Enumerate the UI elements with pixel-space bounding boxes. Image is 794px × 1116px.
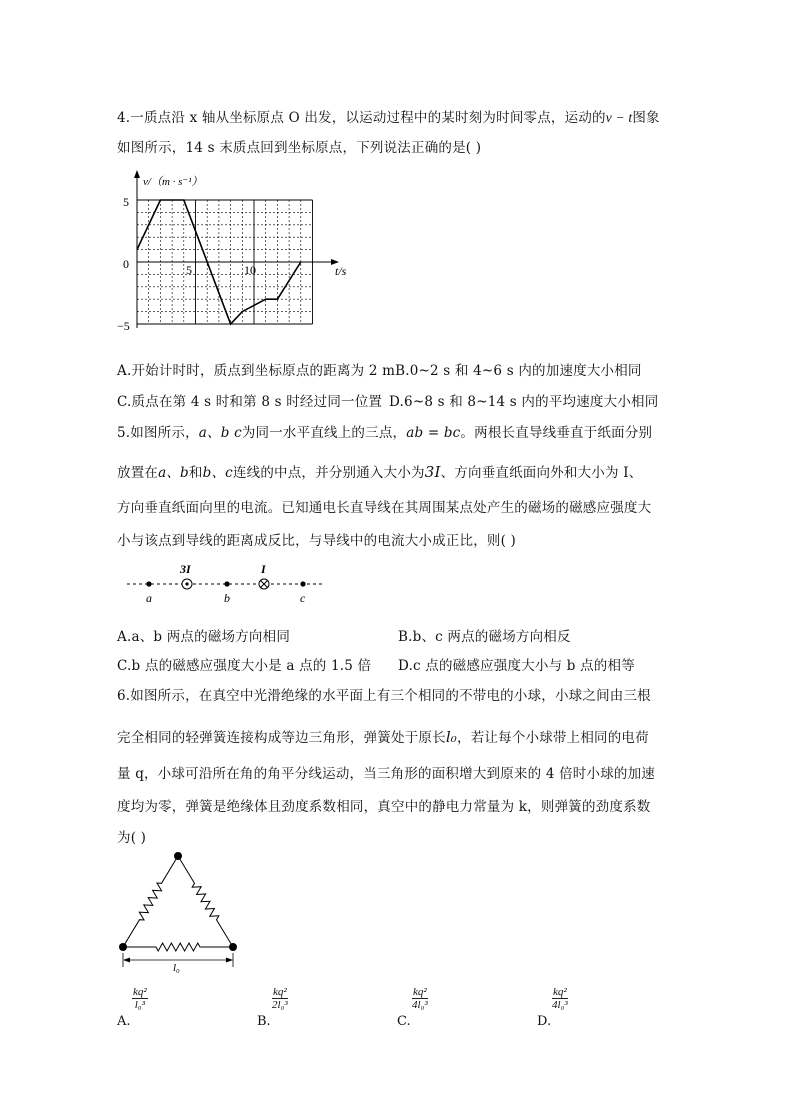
q5-text-line3: 方向垂直纸面向里的电流。已知通电长直导线在其周围某点处产生的磁场的磁感应强度大: [117, 500, 652, 516]
q5-option-c: C.b 点的磁感应强度大小是 a 点的 1.5 倍: [117, 658, 372, 674]
spring-right: [178, 856, 233, 947]
point-c: [300, 581, 305, 586]
spring-triangle-figure: [112, 850, 247, 975]
vt-ytick-m5: −5: [117, 319, 130, 333]
q6-text-line1: 6.如图所示，在真空中光滑绝缘的水平面上有三个相同的不带电的小球，小球之间由三根: [117, 688, 651, 704]
label-c: c: [300, 591, 306, 605]
vt-xlabel: t/s: [335, 264, 347, 278]
spring-bottom: [123, 943, 233, 951]
q6-text-line2: 完全相同的轻弹簧连接构成等边三角形，弹簧处于原长l₀，若让每个小球带上相同的电荷: [117, 728, 649, 746]
figure-l0-label: l₀: [173, 962, 180, 974]
label-b: b: [224, 591, 230, 605]
q6-option-c-fraction: $\frac{\text{kq²}}{\text{4l₀³}}$: [412, 986, 428, 1011]
q6-text-line5: 为( ): [117, 830, 147, 846]
q6-text-line4: 度均为零，弹簧是绝缘体且劲度系数相同，真空中的静电力常量为 k，则弹簧的劲度系数: [117, 799, 651, 815]
q4-option-ab: A.开始计时时，质点到坐标原点的距离为 2 mB.0~2 s 和 4~6 s 内的加速度大小相同: [117, 363, 642, 379]
q4-option-c: C.质点在第 4 s 时和第 8 s 时经过同一位置: [117, 394, 383, 410]
label-i: I: [261, 562, 266, 576]
vt-xtick-5: 5: [186, 263, 192, 277]
vt-ylabel: v/（m · s⁻¹）: [143, 176, 203, 188]
q6-option-d-fraction: $\frac{\text{kq²}}{\text{4l₀³}}$: [552, 986, 568, 1011]
q6-option-b-fraction: $\frac{\text{kq²}}{\text{2l₀³}}$: [272, 986, 288, 1011]
q5-option-d: D.c 点的磁感应强度大小与 b 点的相等: [398, 658, 635, 674]
q4-text-line2: 如图所示，14 s 末质点回到坐标原点，下列说法正确的是( ): [117, 140, 482, 156]
label-3i: 3I: [180, 562, 191, 576]
q6-text-line3: 量 q，小球可沿所在角的角平分线运动，当三角形的面积增大到原来的 4 倍时小球的加速: [117, 766, 656, 782]
q5-text-line4: 小与该点到导线的距离成反比，与导线中的电流大小成正比，则( ): [117, 533, 517, 549]
vt-xtick-10: 10: [244, 263, 256, 277]
q5-wire-figure: [117, 560, 337, 610]
ball-right: [229, 943, 237, 951]
q4-text-line1: 4.一质点沿 x 轴从坐标原点 O 出发，以运动过程中的某时刻为时间零点，运动的v − t图象: [117, 110, 660, 126]
q6-option-c-letter: C.: [397, 1014, 411, 1029]
q4-option-d: D.6~8 s 和 8~14 s 内的平均速度大小相同: [389, 394, 659, 410]
label-a: a: [146, 591, 152, 605]
q6-option-a-fraction: $\frac{\text{kq²}}{\text{l₀³}}$: [133, 986, 147, 1011]
q5-option-b: B.b、c 两点的磁场方向相反: [398, 629, 571, 645]
q5-text-line2: 放置在a、b和b、c连线的中点，并分别通入大小为3I、方向垂直纸面向外和大小为 I、: [117, 463, 643, 481]
vt-graph: [117, 170, 357, 340]
point-a: [146, 581, 151, 586]
vt-ytick-0: 0: [123, 257, 129, 271]
vt-y-axis-arrow: [134, 170, 140, 178]
vt-ytick-5: 5: [123, 195, 129, 209]
q6-option-d-letter: D.: [537, 1014, 552, 1029]
point-b: [224, 581, 229, 586]
q6-option-a-letter: A.: [117, 1014, 131, 1029]
q5-option-a: A.a、b 两点的磁场方向相同: [117, 629, 291, 645]
spring-left: [123, 856, 178, 947]
ball-left: [119, 943, 127, 951]
q5-text-line1: 5.如图所示，a、b c为同一水平直线上的三点，ab = bc。两根长直导线垂直于纸面分别: [117, 425, 653, 441]
ball-top: [174, 852, 182, 860]
q6-option-b-letter: B.: [257, 1014, 271, 1029]
